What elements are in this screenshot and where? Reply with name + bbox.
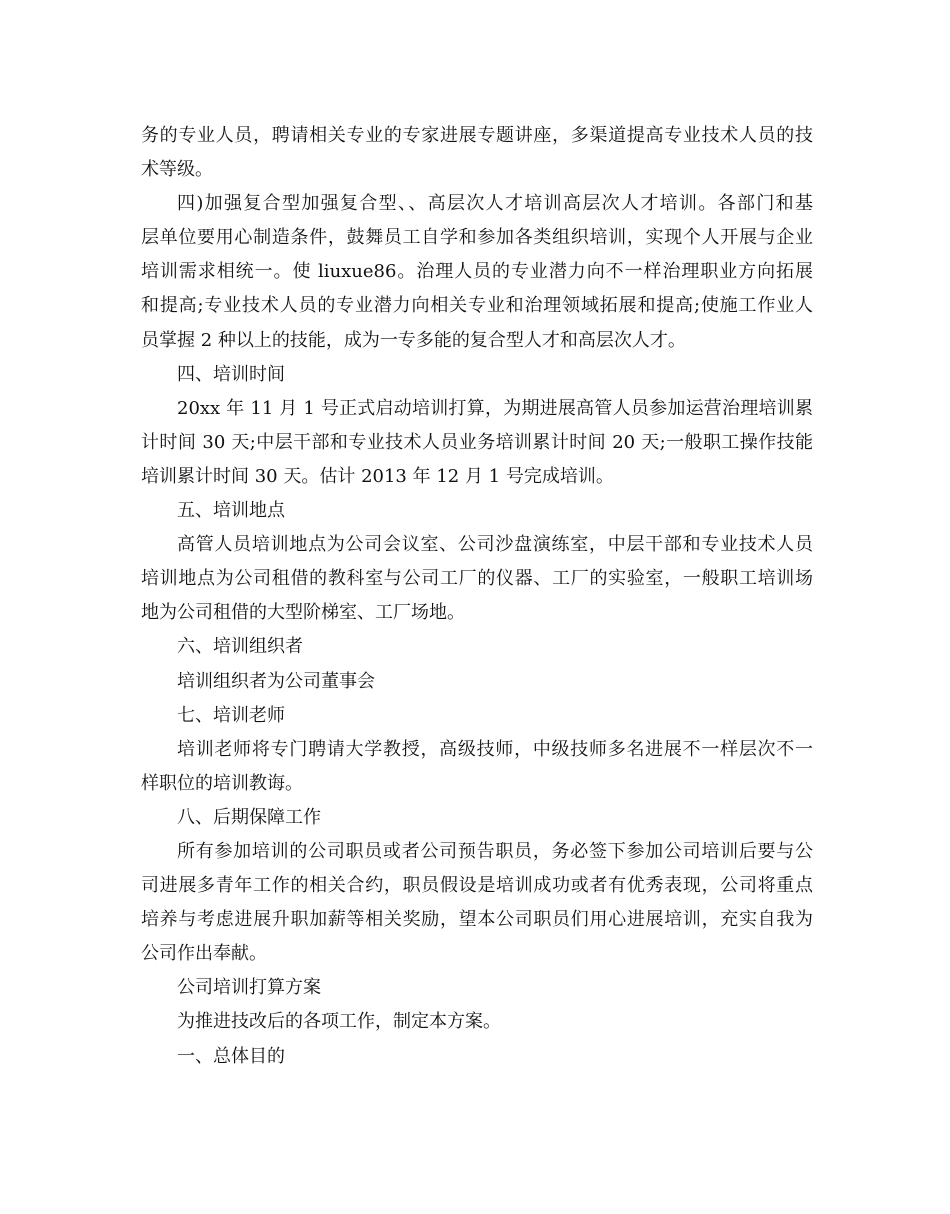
body-line: 培训组织者为公司董事会	[177, 670, 375, 692]
section-heading: 六、培训组织者	[177, 636, 303, 658]
body-line: 层单位要用心制造条件，鼓舞员工自学和参加各类组织培训，实现个人开展与企业	[141, 227, 813, 249]
body-line: 培训老师将专门聘请大学教授，高级技师，中级技师多名进展不一样层次不一	[177, 738, 813, 760]
body-line: 司进展多青年工作的相关合约，职员假设是培训成功或者有优秀表现，公司将重点	[141, 875, 813, 897]
section-heading: 四、培训时间	[177, 363, 285, 385]
body-line: 为推进技改后的各项工作，制定本方案。	[177, 1011, 501, 1033]
section-heading: 八、后期保障工作	[177, 806, 321, 828]
document-body	[141, 119, 813, 1074]
section-heading: 五、培训地点	[177, 500, 285, 522]
body-line: 培训累计时间 30 天。估计 2013 年 12 月 1 号完成培训。	[141, 465, 614, 487]
body-line: 所有参加培训的公司职员或者公司预告职员，务必签下参加公司培训后要与公	[177, 840, 813, 862]
section-subheading: 四)加强复合型加强复合型、、高层次人才培训高层次人才培训。各部门和基	[177, 193, 813, 215]
body-line: 地为公司租借的大型阶梯室、工厂场地。	[141, 602, 465, 624]
body-line: 培养与考虑进展升职加薪等相关奖励，望本公司职员们用心进展培训，充实自我为	[141, 909, 813, 931]
body-line: 培训地点为公司租借的教科室与公司工厂的仪器、工厂的实验室，一般职工培训场	[141, 568, 813, 590]
body-line: 和提高;专业技术人员的专业潜力向相关专业和治理领域拓展和提高;使施工作业人	[141, 295, 813, 317]
body-line: 员掌握 2 种以上的技能，成为一专多能的复合型人才和高层次人才。	[141, 329, 686, 351]
body-line: 样职位的培训教诲。	[141, 772, 303, 794]
body-line: 公司作出奉献。	[141, 943, 267, 965]
body-line: 20xx 年 11 月 1 号正式启动培训打算，为期进展高管人员参加运营治理培训累	[177, 397, 813, 419]
body-line: 计时间 30 天;中层干部和专业技术人员业务培训累计时间 20 天;一般职工操作技能	[141, 431, 813, 453]
body-line: 高管人员培训地点为公司会议室、公司沙盘演练室，中层干部和专业技术人员	[177, 534, 813, 556]
body-line: 术等级。	[141, 159, 213, 181]
document-title: 公司培训打算方案	[177, 977, 321, 999]
body-line: 培训需求相统一。使 liuxue86。治理人员的专业潜力向不一样治理职业方向拓展	[141, 261, 813, 283]
section-heading: 一、总体目的	[177, 1045, 285, 1067]
body-line: 务的专业人员，聘请相关专业的专家进展专题讲座，多渠道提高专业技术人员的技	[141, 125, 813, 146]
section-heading: 七、培训老师	[177, 704, 285, 726]
